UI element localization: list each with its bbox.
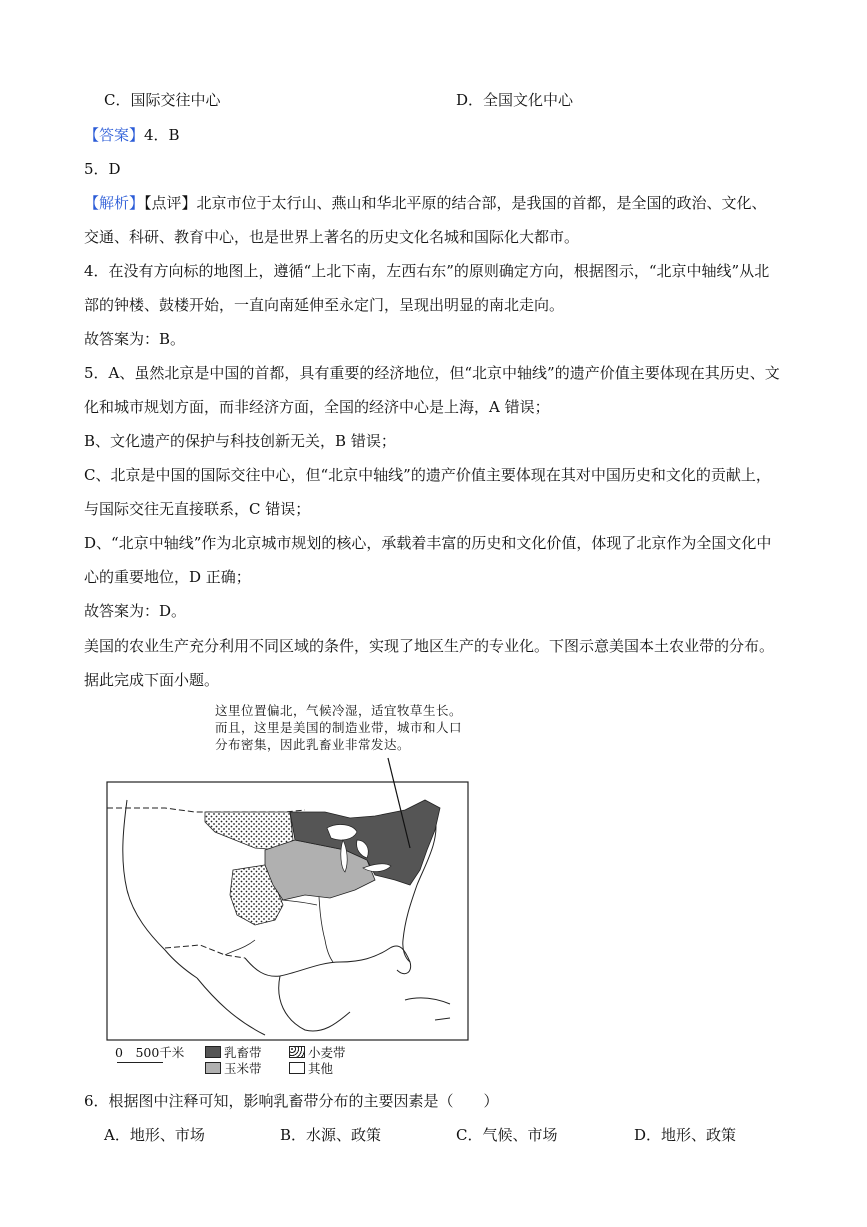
analysis-line-4: 部的钟楼、鼓楼开始，一直向南延伸至永定门，呈现出明显的南北走向。 xyxy=(84,296,565,314)
option-c: C．国际交往中心 xyxy=(104,91,221,109)
map-callout: 这里位置偏北，气候冷湿，适宜牧草生长。而且，这里是美国的制造业带，城市和人口分布密集，因此乳畜业非常发达。 xyxy=(215,703,463,752)
analysis-line-1: 【解析】【点评】北京市位于太行山、燕山和华北平原的结合部，是我国的首都，是全国的政治、文化、 xyxy=(84,194,767,212)
answer-4: 4．B xyxy=(144,126,180,144)
analysis-line-11: D、“北京中轴线”作为北京城市规划的核心，承载着丰富的历史和文化价值，体现了北京作为全国文化中 xyxy=(84,534,772,552)
analysis-line-7: 化和城市规划方面，而非经济方面，全国的经济中心是上海，A 错误； xyxy=(84,398,550,416)
intro-line-2: 据此完成下面小题。 xyxy=(84,671,220,689)
scale-label: 0 500千米 xyxy=(115,1045,185,1060)
legend-wheat: 小麦带 xyxy=(289,1046,346,1060)
answer-5: 5．D xyxy=(84,160,121,178)
analysis-line-6: 5．A、虽然北京是中国的首都，具有重要的经济地位，但“北京中轴线”的遗产价值主要体现在其历史、文 xyxy=(84,364,780,382)
question-6-option-b[interactable]: B．水源、政策 xyxy=(280,1126,382,1144)
answer-tag: 【答案】 xyxy=(84,126,145,144)
question-6-option-d[interactable]: D．地形、政策 xyxy=(634,1126,737,1144)
scale-bar xyxy=(117,1062,163,1063)
answer-line xyxy=(84,125,180,145)
usa-map xyxy=(105,700,470,1080)
analysis-line-2: 交通、科研、教育中心，也是世界上著名的历史文化名城和国际化大都市。 xyxy=(84,228,580,246)
analysis-line-10: 与国际交往无直接联系，C 错误； xyxy=(84,500,311,518)
analysis-line-9: C、北京是中国的国际交往中心，但“北京中轴线”的遗产价值主要体现在其对中国历史和文化的贡献上， xyxy=(84,466,771,484)
analysis-line-13: 故答案为：D。 xyxy=(84,602,187,620)
analysis-line-8: B、文化遗产的保护与科技创新无关，B 错误； xyxy=(84,432,396,450)
other-swatch xyxy=(289,1062,305,1074)
corn-swatch xyxy=(205,1062,221,1074)
question-6-stem: 6．根据图中注释可知，影响乳畜带分布的主要因素是（ ） xyxy=(84,1092,499,1110)
question-6-option-a[interactable]: A．地形、市场 xyxy=(104,1126,205,1144)
usa-agriculture-map-figure xyxy=(105,700,470,1080)
analysis-line-12: 心的重要地位，D 正确； xyxy=(84,568,251,586)
question-6-option-c[interactable]: C．气候、市场 xyxy=(456,1126,558,1144)
analysis-line-5: 故答案为：B。 xyxy=(84,330,186,348)
legend-dairy: 乳畜带 xyxy=(205,1046,262,1060)
dairy-swatch xyxy=(205,1046,221,1058)
option-d: D．全国文化中心 xyxy=(456,91,574,109)
legend-other: 其他 xyxy=(289,1062,333,1076)
analysis-line-3: 4．在没有方向标的地图上，遵循“上北下南，左西右东”的原则确定方向，根据图示，“北京中轴线”从北 xyxy=(84,262,770,280)
intro-line-1: 美国的农业生产充分利用不同区域的条件，实现了地区生产的专业化。下图示意美国本土农业带的分布。 xyxy=(84,637,775,655)
analysis-tag: 【解析】 xyxy=(84,194,145,212)
legend-corn: 玉米带 xyxy=(205,1062,262,1076)
wheat-swatch xyxy=(289,1046,305,1058)
